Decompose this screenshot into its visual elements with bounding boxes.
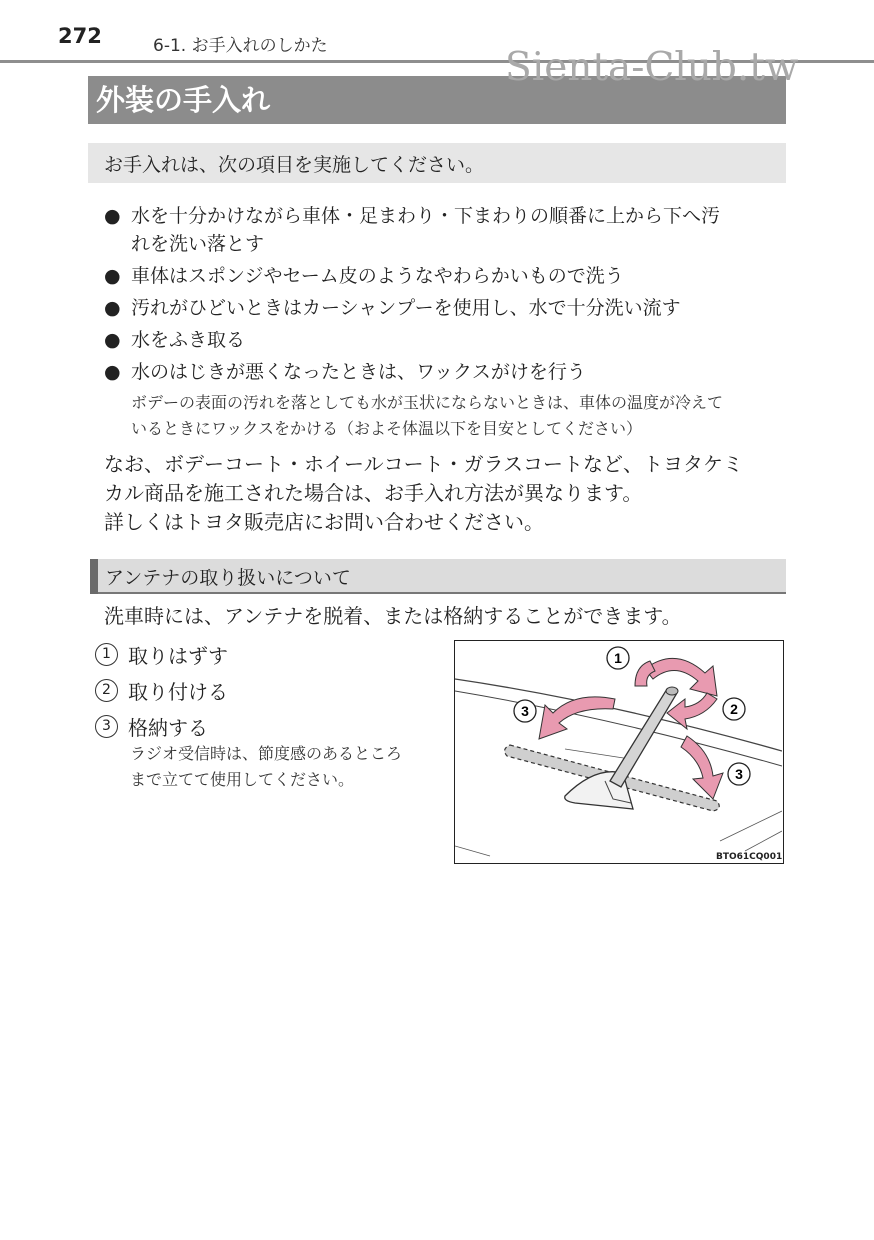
step-label: 取り付ける (128, 679, 228, 704)
callout-1 (607, 647, 629, 669)
step-label: 取りはずす (128, 643, 228, 668)
antenna-illustration (455, 641, 782, 862)
bullet-dot: ● (104, 329, 121, 351)
intro-text: お手入れは、次の項目を実施してください。 (104, 154, 485, 176)
callout-2 (723, 698, 745, 720)
svg-text:1: 1 (614, 650, 622, 666)
radio-note-line: ラジオ受信時は、節度感のあるところ (130, 744, 403, 763)
list-item-text: 水のはじきが悪くなったときは、ワックスがけを行う (131, 361, 586, 383)
bullet-dot: ● (104, 361, 121, 383)
page-title: 外装の手入れ (96, 83, 271, 117)
list-item-text: れを洗い落とす (131, 233, 265, 255)
step-item (95, 708, 228, 744)
list-item-text: 汚れがひどいときはカーシャンプーを使用し、水で十分洗い流す (131, 297, 681, 319)
step-item (95, 672, 228, 708)
radio-note (130, 741, 402, 793)
list-item (104, 358, 794, 386)
list-item (104, 262, 794, 290)
wax-note (104, 390, 794, 442)
coating-paragraph (104, 450, 794, 537)
callout-3-left (514, 700, 536, 722)
section-heading: アンテナの取り扱いについて (105, 567, 351, 589)
wax-note-line: いるときにワックスをかける（およそ体温以下を目安としてください） (131, 419, 643, 438)
figure-code: BTO61CQ001 (716, 852, 783, 862)
step-number: 2 (95, 679, 118, 702)
svg-text:3: 3 (735, 766, 743, 782)
step-label: 格納する (128, 715, 208, 740)
step-number: 3 (95, 715, 118, 738)
paragraph-line: カル商品を施工された場合は、お手入れ方法が異なります。 (104, 481, 643, 505)
step-item (95, 636, 228, 672)
bullet-dot: ● (104, 205, 121, 227)
callout-3-right (728, 763, 750, 785)
section-heading-accent (90, 559, 98, 594)
wax-note-line: ボデーの表面の汚れを落としても水が玉状にならないときは、車体の温度が冷えて (131, 393, 724, 412)
bullet-dot: ● (104, 265, 121, 287)
antenna-steps (95, 636, 228, 744)
radio-note-line: まで立てて使用してください。 (130, 770, 355, 789)
page-number: 272 (58, 24, 102, 48)
store-arrow-icon-left (539, 697, 615, 739)
care-steps-list (104, 202, 794, 442)
section-header: 6-1. お手入れのしかた (153, 36, 328, 56)
list-item (104, 294, 794, 322)
remove-arrow-icon (645, 658, 717, 696)
antenna-intro: 洗車時には、アンテナを脱着、または格納することができます。 (104, 604, 682, 628)
antenna-figure (454, 640, 784, 864)
svg-text:3: 3 (521, 703, 529, 719)
list-item-text: 水を十分かけながら車体・足まわり・下まわりの順番に上から下へ汚 (131, 205, 721, 227)
list-item-text: 水をふき取る (131, 329, 246, 351)
list-item-text: 車体はスポンジやセーム皮のようなやわらかいもので洗う (131, 265, 624, 287)
paragraph-line: なお、ボデーコート・ホイールコート・ガラスコートなど、トヨタケミ (104, 452, 743, 476)
svg-text:2: 2 (730, 701, 738, 717)
list-item (104, 202, 794, 258)
bullet-dot: ● (104, 297, 121, 319)
list-item (104, 326, 794, 354)
watermark: Sienta-Club.tw (505, 45, 799, 90)
store-arrow-icon-right (681, 736, 723, 799)
paragraph-line: 詳しくはトヨタ販売店にお問い合わせください。 (104, 510, 544, 534)
step-number: 1 (95, 643, 118, 666)
